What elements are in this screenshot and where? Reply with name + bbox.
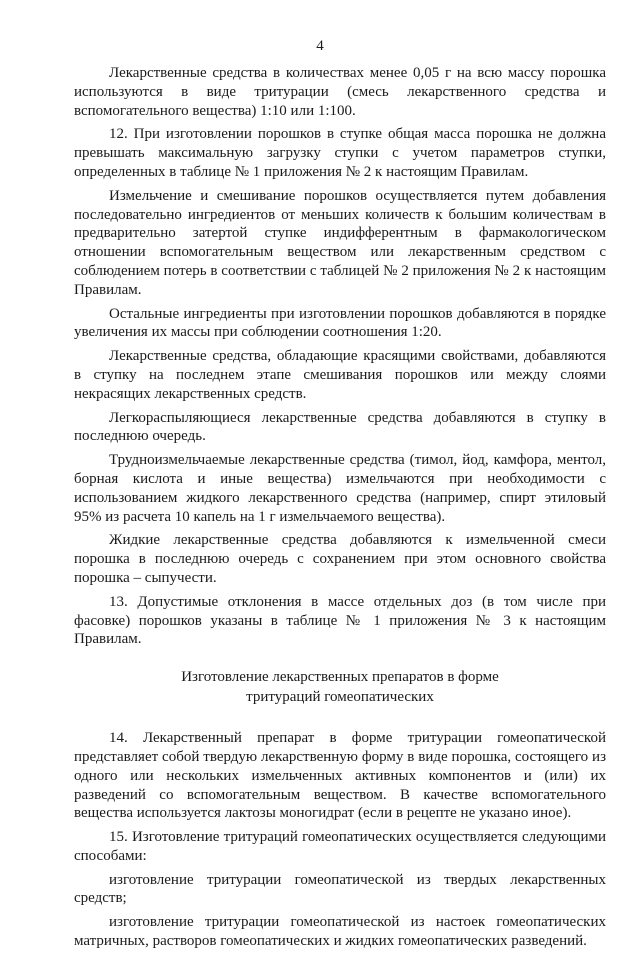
paragraph: Остальные ингредиенты при изготовлении порошков добавляются в порядке увеличения их массы при соблюдении соотношения 1:20.: [74, 305, 606, 341]
paragraph: Лекарственные средства, обладающие красящими свойствами, добавляются в ступку на последнем этапе смешивания порошков или между слоями некрасящих лекарственных средств.: [74, 348, 606, 402]
section-heading-line: Изготовление лекарственных препаратов в форме: [181, 669, 499, 686]
page-number: 4: [316, 38, 324, 54]
paragraph: Трудноизмельчаемые лекарственные средства (тимол, йод, камфора, ментол, борная кислота и иные вещества) измельчаются при необходимости с использованием жидкого лекарственного средства (например, спирт этиловый 95% из расчета 10 капель на 1 г измельчаемого вещества).: [74, 452, 606, 525]
paragraph: 15. Изготовление тритураций гомеопатических осуществляется следующими способами:: [74, 829, 606, 864]
document-body: [74, 64, 606, 956]
paragraph: Жидкие лекарственные средства добавляются к измельченной смеси порошка в последнюю очередь с сохранением при этом основного свойства порошка – сыпучести.: [74, 532, 606, 586]
paragraph: 14. Лекарственный препарат в форме тритурации гомеопатической представляет собой твердую лекарственную форму в виде порошка, состоящего из одного или нескольких измельченных активных компонентов и (или) их разведений со вспомогательным веществом. В качестве вспомогательного вещества используется лактозы моногидрат (если в рецепте не указано иное).: [74, 730, 606, 822]
paragraph: Измельчение и смешивание порошков осуществляется путем добавления последовательно ингредиентов от меньших количеств к большим количествам в предварительно затертой ступке индифферентным в фармакологическом отношении вспомогательным веществом или лекарственным средством с соблюдением потерь в соответствии с таблицей № 2 приложения № 2 к настоящим Правилам.: [74, 187, 606, 298]
paragraph: 12. При изготовлении порошков в ступке общая масса порошка не должна превышать максимальную загрузку ступки с учетом параметров ступки, определенных в таблице № 1 приложения № 2 к настоящим Правилам.: [74, 126, 606, 180]
paragraph: 13. Допустимые отклонения в массе отдельных доз (в том числе при фасовке) порошков указаны в таблице № 1 приложения № 3 к настоящим Правилам.: [74, 593, 606, 648]
paragraph: изготовление тритурации гомеопатической из настоек гомеопатических матричных, растворов гомеопатических и жидких гомеопатических разведений.: [74, 914, 606, 950]
section-heading-line: тритураций гомеопатических: [246, 689, 434, 706]
section-heading: [74, 667, 606, 707]
paragraph: изготовление тритурации гомеопатической из твердых лекарственных средств;: [74, 871, 606, 907]
paragraph: Легкораспыляющиеся лекарственные средства добавляются в ступку в последнюю очередь.: [74, 409, 606, 445]
paragraph: Лекарственные средства в количествах менее 0,05 г на всю массу порошка используются в виде тритурации (смесь лекарственного средства и вспомогательного вещества) 1:10 или 1:100.: [74, 65, 606, 119]
